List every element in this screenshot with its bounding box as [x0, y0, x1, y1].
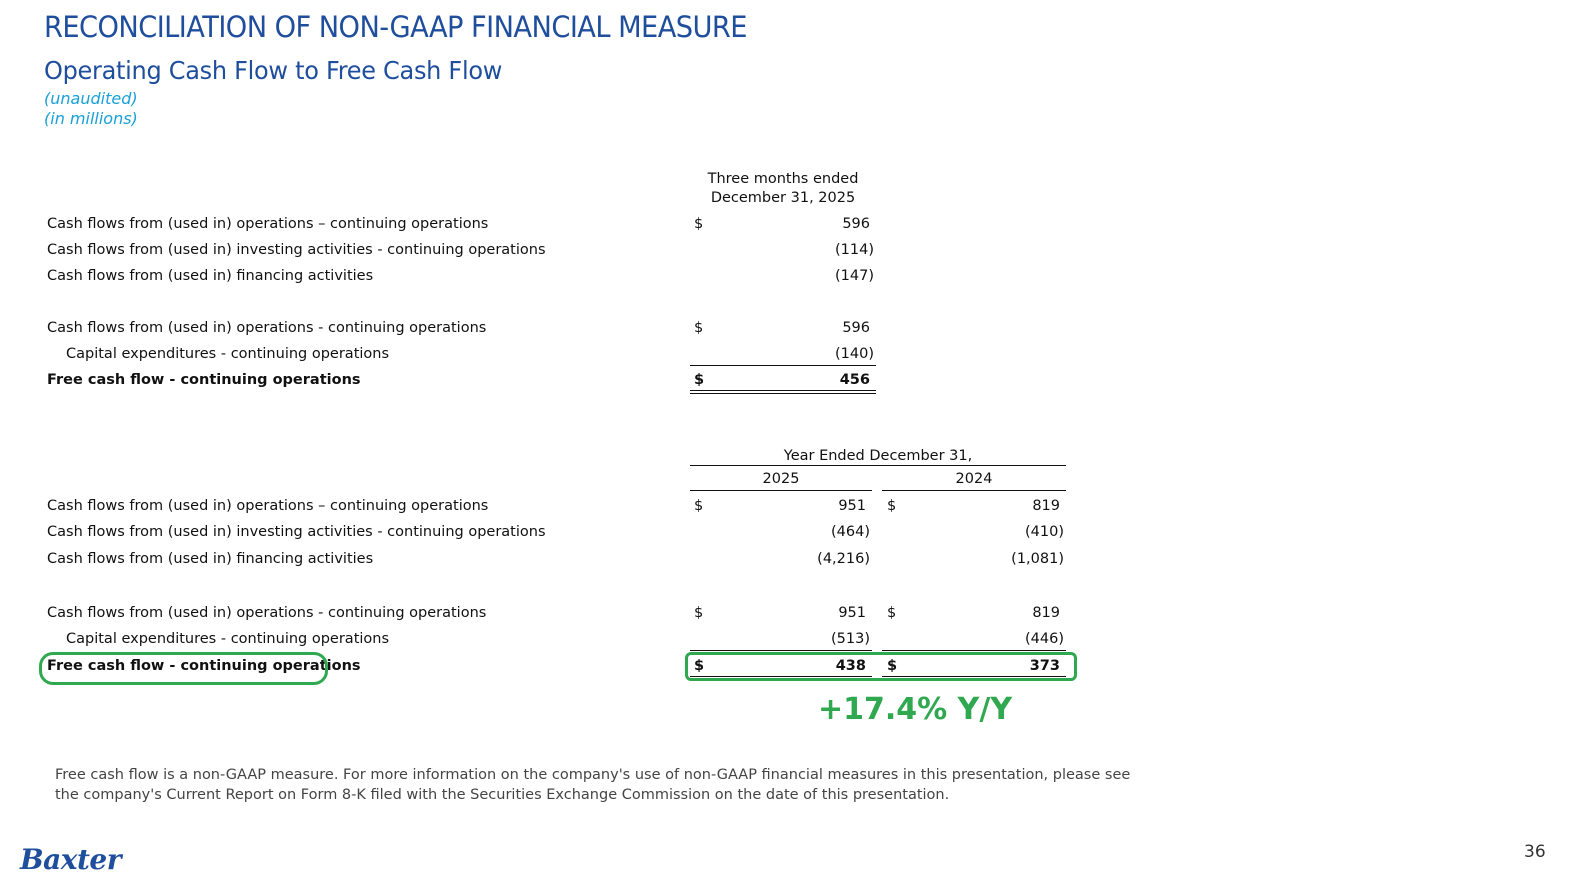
table-cell-value: (147) [835, 268, 874, 284]
table-row-label: Capital expenditures - continuing operations [66, 346, 390, 362]
table-row-label: Cash flows from (used in) financing activities [47, 551, 374, 567]
dollar-sign: $ [694, 372, 705, 388]
highlight-box-values [685, 652, 1077, 681]
dollar-sign: $ [887, 605, 897, 621]
dollar-sign: $ [694, 320, 704, 336]
page-number: 36 [1524, 842, 1546, 862]
quarter-header-line2: December 31, 2025 [710, 190, 856, 206]
page-subtitle: Operating Cash Flow to Free Cash Flow [44, 56, 503, 85]
table-cell-value: 373 [1029, 658, 1060, 674]
col-header-2025: 2025 [762, 471, 800, 487]
footnote: Free cash flow is a non-GAAP measure. For more information on the company's use of non-GAAP financial measures in this presentation, please see the company's Current Report on Form 8-K filed with the Securities Exchange Commission on the date of this presentation. [55, 767, 1131, 803]
growth-callout: +17.4% Y/Y [818, 692, 1013, 727]
table-cell-value: (1,081) [1011, 551, 1064, 567]
table-cell-value: 819 [1032, 605, 1060, 621]
table-row-label: Cash flows from (used in) operations – continuing operations [47, 216, 489, 232]
table-row-label: Cash flows from (used in) investing activities - continuing operations [47, 242, 546, 258]
table-cell-value: 596 [842, 216, 870, 232]
table-cell-value: 951 [838, 605, 866, 621]
unaudited-note: (unaudited) [44, 89, 138, 108]
annual-header: Year Ended December 31, [783, 448, 973, 464]
total-double-rule [690, 390, 876, 394]
dollar-sign: $ [694, 498, 704, 514]
dollar-sign: $ [694, 658, 705, 674]
table-cell-value: (140) [835, 346, 874, 362]
dollar-sign: $ [887, 498, 897, 514]
table-cell-value: (114) [835, 242, 874, 258]
table-cell-value: (513) [831, 631, 870, 647]
table-row-label: Free cash flow - continuing operations [47, 372, 361, 388]
dollar-sign: $ [694, 605, 704, 621]
subtotal-rule [690, 365, 876, 366]
table-row-label: Free cash flow - continuing operations [47, 658, 361, 674]
dollar-sign: $ [887, 658, 898, 674]
header-rule [690, 490, 872, 491]
header-rule [690, 465, 1066, 466]
table-cell-value: (446) [1025, 631, 1064, 647]
table-row-label: Cash flows from (used in) operations - continuing operations [47, 320, 487, 336]
table-cell-value: (4,216) [817, 551, 870, 567]
table-row-label: Cash flows from (used in) financing activities [47, 268, 374, 284]
subtotal-rule [882, 650, 1066, 651]
table-cell-value: 596 [842, 320, 870, 336]
table-cell-value: (410) [1025, 524, 1064, 540]
in-millions-note: (in millions) [44, 109, 138, 128]
table-cell-value: 951 [838, 498, 866, 514]
baxter-logo: Baxter [20, 843, 122, 876]
table-row-label: Capital expenditures - continuing operations [66, 631, 390, 647]
page-title: RECONCILIATION OF NON-GAAP FINANCIAL MEASURE [44, 10, 747, 44]
header-rule [882, 490, 1066, 491]
highlight-oval-label [39, 652, 328, 685]
subtotal-rule [690, 650, 872, 651]
col-header-2024: 2024 [955, 471, 993, 487]
table-row-label: Cash flows from (used in) investing activities - continuing operations [47, 524, 546, 540]
quarter-header-line1: Three months ended [707, 171, 859, 187]
table-cell-value: 438 [835, 658, 866, 674]
dollar-sign: $ [694, 216, 704, 232]
table-cell-value: 456 [839, 372, 870, 388]
table-cell-value: (464) [831, 524, 870, 540]
table-cell-value: 819 [1032, 498, 1060, 514]
table-row-label: Cash flows from (used in) operations - continuing operations [47, 605, 487, 621]
table-row-label: Cash flows from (used in) operations – continuing operations [47, 498, 489, 514]
